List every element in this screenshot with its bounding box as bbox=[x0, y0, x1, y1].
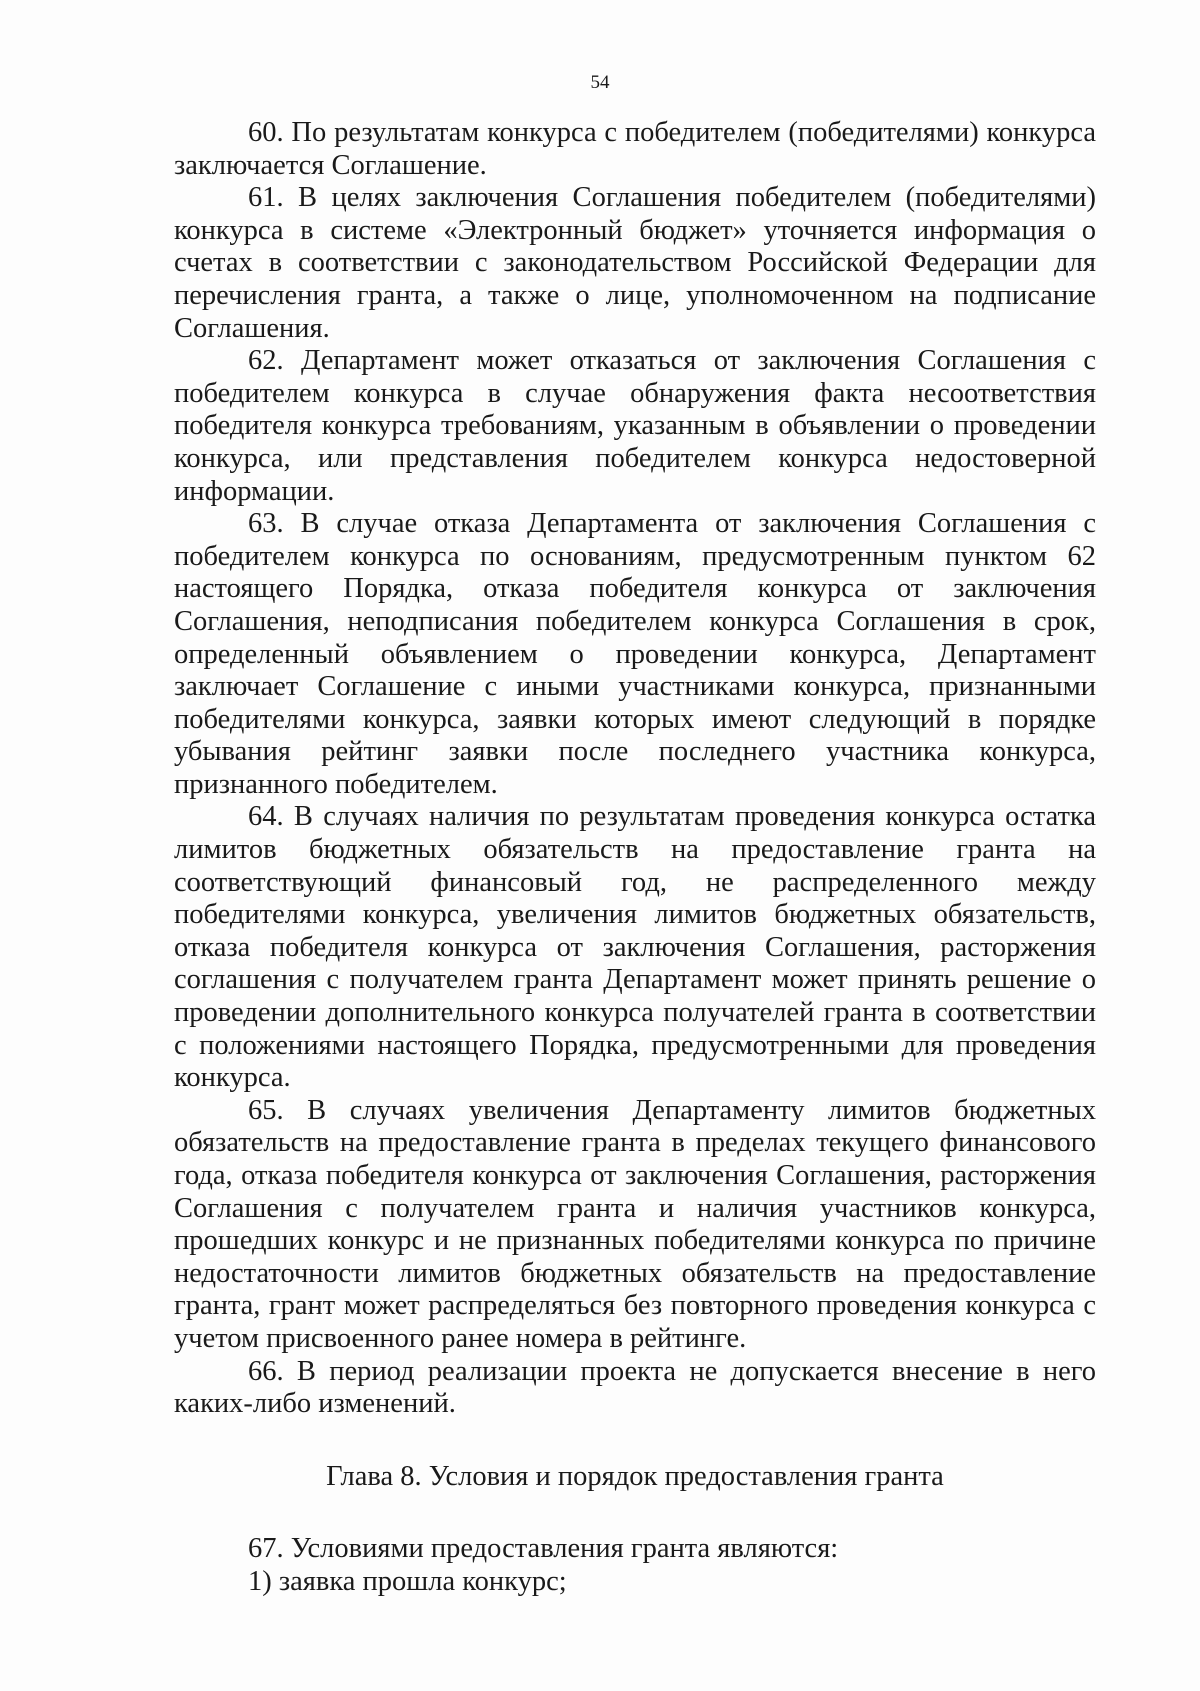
paragraph-64: 64. В случаях наличия по результатам проведения конкурса остатка лимитов бюджетных обязательств на предоставление гранта на соответствующий финансовый год, не распределенного между победителями конкурса, увеличения лимитов бюджетных обязательств, отказа победителя конкурса от заключения Соглашения, расторжения соглашения с получателем гранта Департамент может принять решение о проведении дополнительного конкурса получателей гранта в соответствии с положениями настоящего Порядка, предусмотренными для проведения конкурса. bbox=[174, 801, 1096, 1094]
paragraph-63: 63. В случае отказа Департамента от заключения Соглашения с победителем конкурса по основаниям, предусмотренным пунктом 62 настоящего Порядка, отказа победителя конкурса от заключения Соглашения, неподписания победителем конкурса Соглашения в срок, определенный объявлением о проведении конкурса, Департамент заключает Соглашение с иными участниками конкурса, признанными победителями конкурса, заявки которых имеют следующий в порядке убывания рейтинг заявки после последнего участника конкурса, признанного победителем. bbox=[174, 508, 1096, 800]
paragraph-66: 66. В период реализации проекта не допускается внесение в него каких-либо изменений. bbox=[174, 1355, 1096, 1420]
list-item-1: 1) заявка прошла конкурс; bbox=[248, 1565, 567, 1597]
paragraph-61: 61. В целях заключения Соглашения победителем (победителями) конкурса в системе «Электронный бюджет» уточняется информация о счетах в соответствии с законодательством Российской Федерации для перечисления гранта, а также о лице, уполномоченном на подписание Соглашения. bbox=[174, 182, 1096, 344]
paragraph-65: 65. В случаях увеличения Департаменту лимитов бюджетных обязательств на предоставление гранта в пределах текущего финансового года, отказа победителя конкурса от заключения Соглашения, расторжения Соглашения с получателем гранта и наличия участников конкурса, прошедших конкурс и не признанных победителями конкурса по причине недостаточности лимитов бюджетных обязательств на предоставление гранта, грант может распределяться без повторного проведения конкурса с учетом присвоенного ранее номера в рейтинге. bbox=[174, 1094, 1096, 1354]
chapter-heading: Глава 8. Условия и порядок предоставления гранта bbox=[326, 1460, 944, 1492]
paragraph-60: 60. По результатам конкурса с победителем (победителями) конкурса заключается Соглашение. bbox=[174, 117, 1096, 181]
paragraph-62: 62. Департамент может отказаться от заключения Соглашения с победителем конкурса в случае обнаружения факта несоответствия победителя конкурса требованиям, указанным в объявлении о проведении конкурса, или представления победителем конкурса недостоверной информации. bbox=[174, 345, 1096, 507]
document-body bbox=[174, 117, 1096, 1599]
page-number: 54 bbox=[590, 72, 610, 93]
paragraph-67: 67. Условиями предоставления гранта являются: bbox=[248, 1533, 839, 1565]
